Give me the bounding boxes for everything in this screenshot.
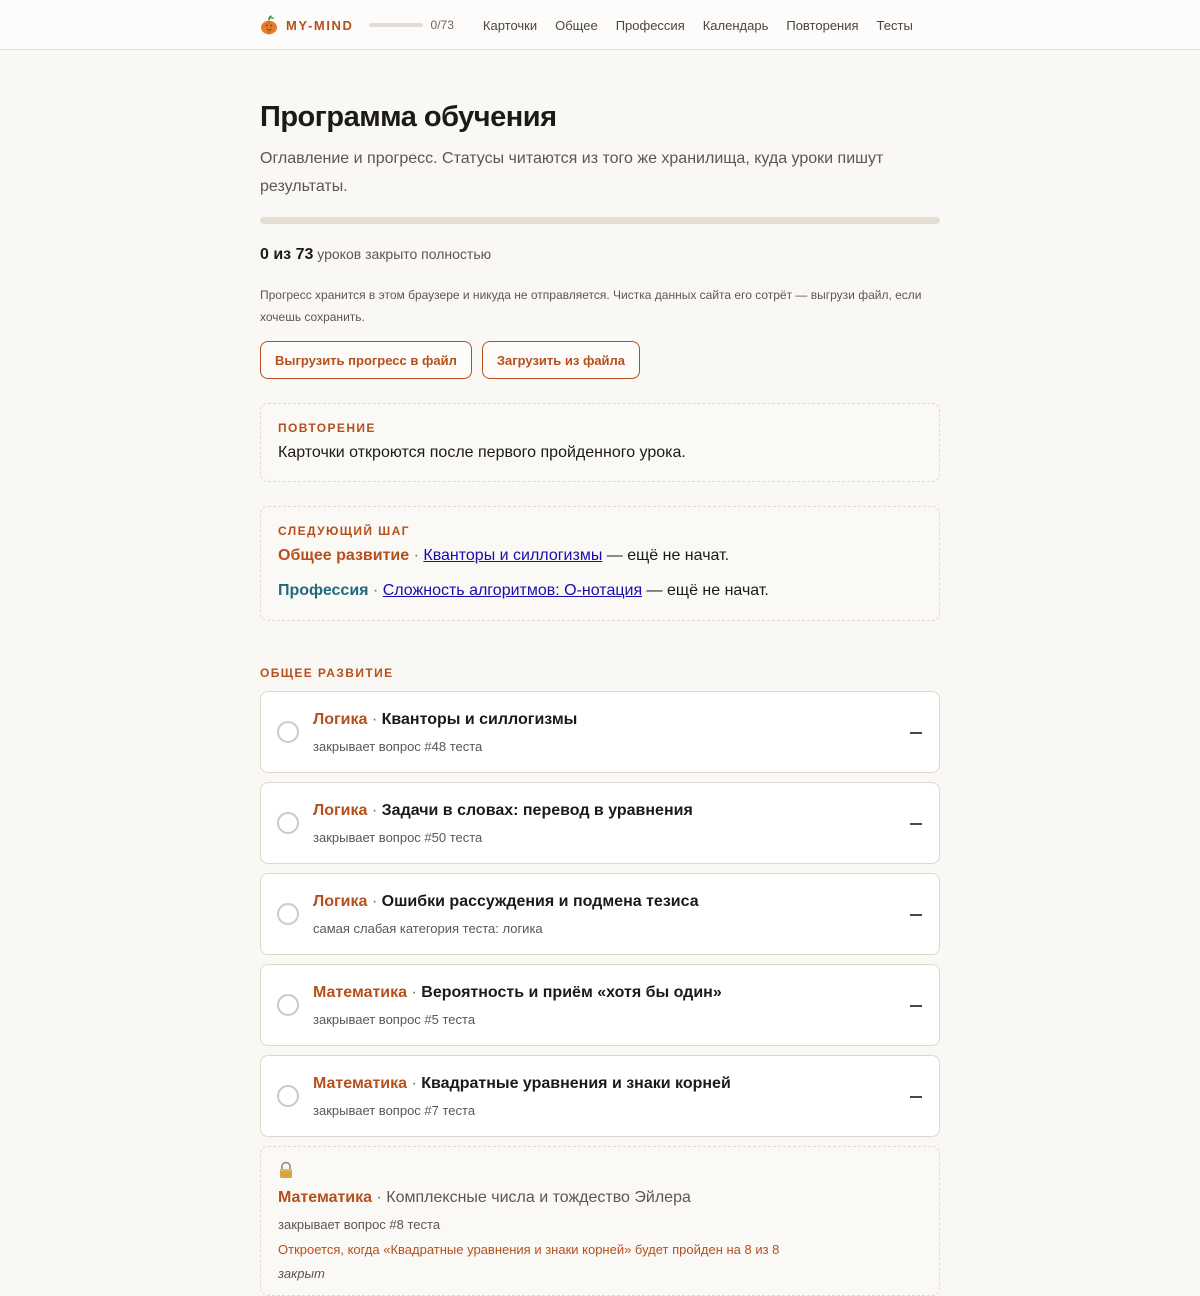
lesson-card[interactable]	[260, 873, 940, 955]
lesson-category: Логика	[313, 802, 368, 819]
main-content	[260, 50, 940, 1296]
separator-dot: ·	[411, 1075, 417, 1092]
lesson-status-dash	[910, 823, 922, 825]
lesson-name: Квадратные уравнения и знаки корней	[421, 1075, 731, 1092]
lesson-status-dash	[910, 1096, 922, 1098]
nav-cards[interactable]: Карточки	[482, 17, 538, 33]
next-step-category: Профессия	[278, 582, 369, 599]
main-nav	[483, 18, 913, 33]
lesson-status-dash	[910, 732, 922, 734]
lesson-name: Ошибки рассуждения и подмена тезиса	[381, 893, 699, 910]
lesson-card[interactable]	[260, 1055, 940, 1137]
lesson-category: Логика	[313, 893, 368, 910]
lesson-category: Математика	[313, 1075, 408, 1092]
next-step-link[interactable]: Кванторы и силлогизмы	[423, 547, 603, 564]
progress-summary-count: 0 из 73	[260, 246, 314, 263]
top-navbar	[0, 0, 1200, 50]
lesson-card[interactable]	[260, 964, 940, 1046]
lesson-name: Кванторы и силлогизмы	[381, 711, 578, 728]
nav-calendar[interactable]: Календарь	[702, 17, 769, 33]
next-step-status: — ещё не начат.	[602, 547, 730, 564]
pumpkin-icon	[260, 15, 278, 35]
lesson-list	[260, 691, 940, 1296]
next-step-general	[278, 544, 922, 568]
next-step-profession	[278, 579, 922, 603]
lesson-title	[313, 982, 722, 1004]
separator-dot: ·	[413, 547, 419, 564]
lesson-subtitle: закрывает вопрос #48 теста	[313, 739, 483, 754]
lesson-title	[313, 1073, 731, 1095]
progress-summary	[260, 242, 940, 267]
repeat-kicker: ПОВТОРЕНИЕ	[278, 421, 376, 435]
import-progress-button[interactable]: Загрузить из файла	[482, 341, 640, 379]
lesson-name: Комплексные числа и тождество Эйлера	[386, 1189, 691, 1206]
nav-profession[interactable]: Профессия	[615, 17, 685, 33]
lesson-category: Математика	[278, 1189, 373, 1206]
export-progress-button[interactable]: Выгрузить прогресс в файл	[260, 341, 472, 379]
next-step-category: Общее развитие	[278, 547, 410, 564]
storage-note: Прогресс хранится в этом браузере и никуда не отправляется. Чистка данных сайта его сотрёт — выгрузи файл, если хочешь сохранить.	[260, 288, 922, 324]
lock-icon	[278, 1161, 294, 1179]
lesson-subtitle: закрывает вопрос #7 теста	[313, 1103, 476, 1118]
page-title: Программа обучения	[260, 101, 557, 133]
unlock-condition-tail: закрыт	[278, 1266, 325, 1281]
separator-dot: ·	[371, 711, 378, 728]
lesson-subtitle: закрывает вопрос #50 теста	[313, 830, 483, 845]
lesson-category: Математика	[313, 984, 408, 1001]
separator-dot: ·	[371, 802, 378, 819]
status-circle-icon[interactable]	[277, 721, 299, 743]
status-circle-icon[interactable]	[277, 903, 299, 925]
overall-progress-bar	[260, 217, 940, 224]
separator-dot: ·	[371, 893, 378, 910]
lesson-name: Вероятность и приём «хотя бы один»	[421, 984, 722, 1001]
lesson-status-dash	[910, 914, 922, 916]
progress-summary-text: уроков закрыто полностью	[313, 246, 492, 262]
status-circle-icon[interactable]	[277, 812, 299, 834]
locked-lesson-subtitle: закрывает вопрос #8 теста	[278, 1217, 441, 1232]
status-circle-icon[interactable]	[277, 994, 299, 1016]
lesson-title	[313, 800, 693, 822]
nav-general[interactable]: Общее	[555, 17, 598, 33]
next-step-link[interactable]: Сложность алгоритмов: O-нотация	[382, 582, 643, 599]
lesson-card[interactable]	[260, 782, 940, 864]
repeat-card	[260, 403, 940, 482]
lesson-subtitle: закрывает вопрос #5 теста	[313, 1012, 476, 1027]
lesson-status-dash	[910, 1005, 922, 1007]
lesson-name: Задачи в словах: перевод в уравнения	[381, 802, 693, 819]
next-step-kicker: СЛЕДУЮЩИЙ ШАГ	[278, 524, 410, 538]
lesson-category: Логика	[313, 711, 368, 728]
header-progress-count: 0/73	[430, 18, 454, 32]
lesson-subtitle: самая слабая категория теста: логика	[313, 921, 543, 936]
next-step-card	[260, 506, 940, 621]
section-title-general: ОБЩЕЕ РАЗВИТИЕ	[260, 666, 394, 680]
separator-dot: ·	[411, 984, 417, 1001]
backup-buttons	[260, 341, 940, 379]
lesson-card[interactable]	[260, 691, 940, 773]
repeat-text: Карточки откроются после первого пройденного урока.	[278, 444, 686, 461]
page-lead: Оглавление и прогресс. Статусы читаются из того же хранилища, куда уроки пишут результаты.	[260, 150, 884, 195]
locked-lesson-card	[260, 1146, 940, 1296]
status-circle-icon[interactable]	[277, 1085, 299, 1107]
locked-lesson-title	[278, 1186, 922, 1210]
header-progress-bar	[369, 23, 423, 27]
next-step-status: — ещё не начат.	[642, 582, 769, 599]
nav-repetitions[interactable]: Повторения	[786, 17, 859, 33]
separator-dot: ·	[376, 1189, 382, 1206]
nav-tests[interactable]: Тесты	[876, 17, 913, 33]
top-navbar-inner	[260, 0, 940, 50]
separator-dot: ·	[372, 582, 379, 599]
lesson-title	[313, 891, 699, 913]
unlock-condition: Откроется, когда «Квадратные уравнения и знаки корней» будет пройден на 8 из 8	[278, 1242, 780, 1257]
logo-link[interactable]	[260, 15, 354, 35]
logo-text: MY-MIND	[286, 17, 354, 33]
lesson-title	[313, 709, 577, 731]
